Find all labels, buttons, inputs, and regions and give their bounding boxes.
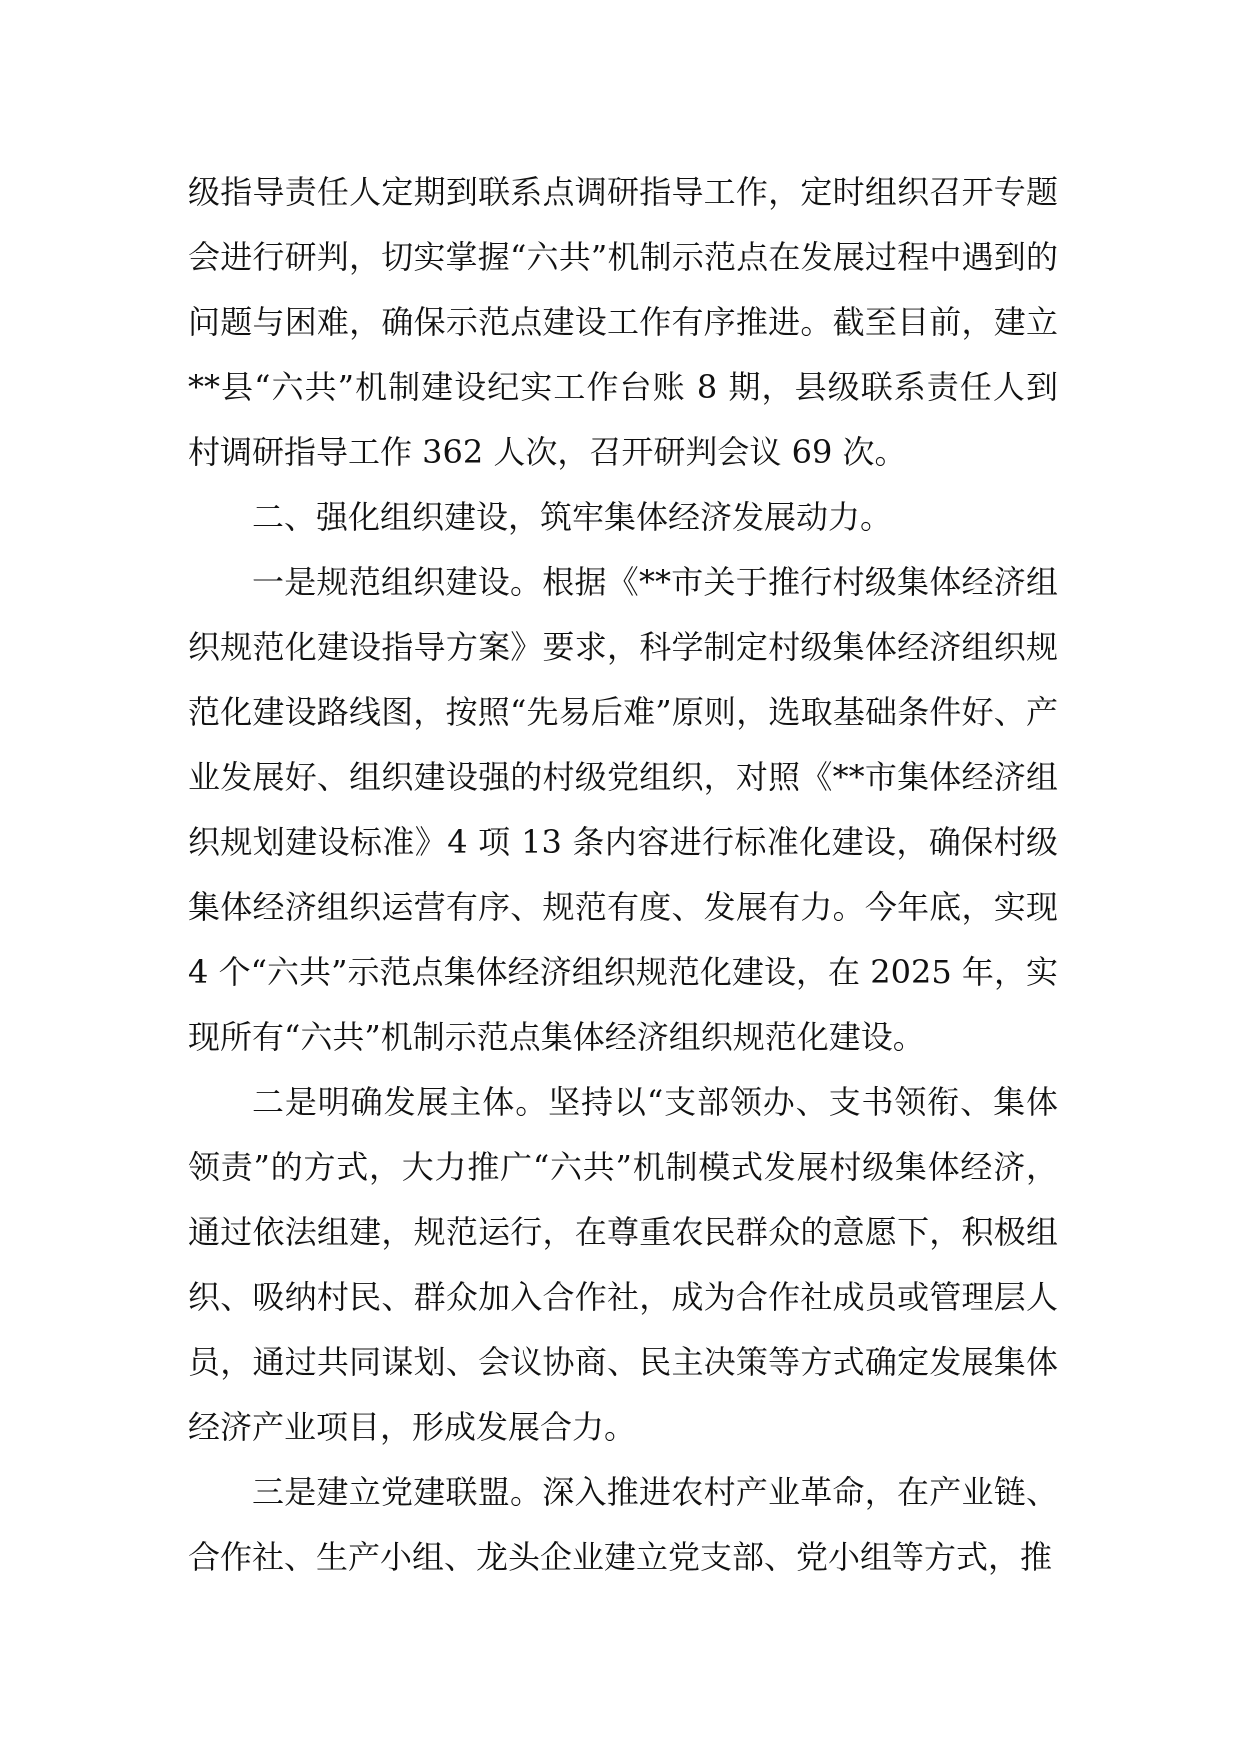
paragraph-standardize-organization: 一是规范组织建设。根据《**市关于推行村级集体经济组织规范化建设指导方案》要求，科学制定村级集体经济组织规范化建设路线图，按照“先易后难”原则，选取基础条件好、产业发展好、组织建设强的村级党组织，对照《**市集体经济组织规划建设标准》4 项 13 条内容进行标准化建设，确保村级集体经济组织运营有序、规范有度、发展有力。今年底，实现 4 个“六共”示范点集体经济组织规范化建设，在 2025 年，实现所有“六共”机制示范点集体经济组织规范化建设。 [188, 563, 1058, 1056]
document-page [188, 160, 1058, 1590]
section-heading: 二、强化组织建设，筑牢集体经济发展动力。 [252, 498, 893, 536]
paragraph-party-alliance: 三是建立党建联盟。深入推进农村产业革命，在产业链、合作社、生产小组、龙头企业建立党支部、党小组等方式，推 [188, 1473, 1058, 1576]
paragraph-development-subject: 二是明确发展主体。坚持以“支部领办、支书领衔、集体领责”的方式，大力推广“六共”机制模式发展村级集体经济，通过依法组建，规范运行，在尊重农民群众的意愿下，积极组织、吸纳村民、群众加入合作社，成为合作社成员或管理层人员，通过共同谋划、会议协商、民主决策等方式确定发展集体经济产业项目，形成发展合力。 [188, 1083, 1058, 1446]
paragraph-continued: 级指导责任人定期到联系点调研指导工作，定时组织召开专题会进行研判，切实掌握“六共”机制示范点在发展过程中遇到的问题与困难，确保示范点建设工作有序推进。截至目前，建立**县“六共”机制建设纪实工作台账 8 期，县级联系责任人到村调研指导工作 362 人次，召开研判会议 69 次。 [188, 173, 1058, 471]
